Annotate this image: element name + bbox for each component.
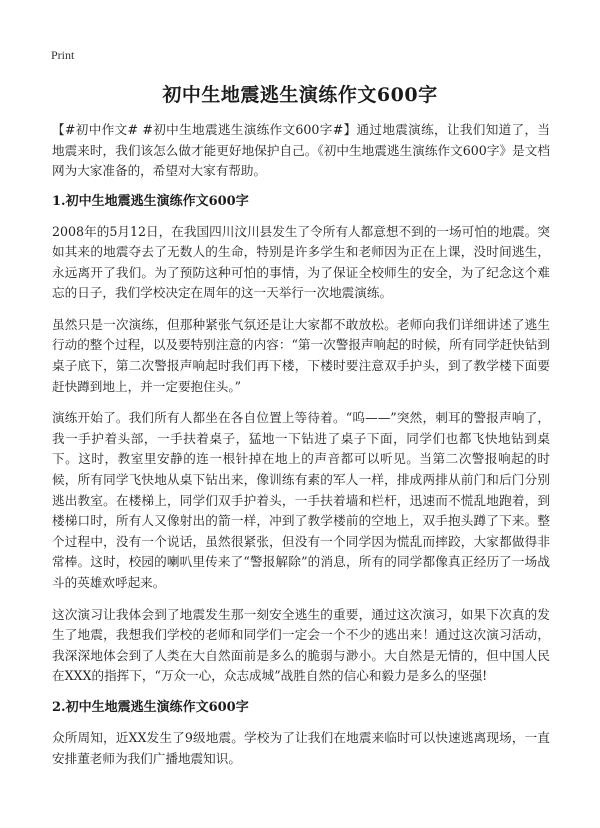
section-heading: 1.初中生地震逃生演练作文600字 <box>52 193 249 209</box>
intro-paragraph: 【#初中作文# #初中生地震逃生演练作文600字#】通过地震演练，让我们知道了，当地震来时，我们该怎么做才能更好地保护自己。《初中生地震逃生演练作文600字》是文档网为大家准备的，希望对大家有帮助。 <box>52 122 550 178</box>
paragraph: 虽然只是一次演练，但那种紧张气氛还是让大家都不敢放松。老师向我们详细讲述了逃生行动的整个过程，以及要特别注意的内容：“第一次警报声响起的时候，所有同学赶快钻到桌子底下，第二次警报声响起时我们再下楼，下楼时要注意双手护头，到了教学楼下面要赶快蹲到地上，并一定要抱住头。” <box>52 316 550 394</box>
paragraph: 2008年的5月12日，在我国四川汶川县发生了令所有人都意想不到的一场可怕的地震。突如其来的地震夺去了无数人的生命，特别是许多学生和老师因为正在上课，没时间逃生，永远离开了我们。为了预防这种可怕的事情，为了保证全校师生的安全，为了纪念这个难忘的日子，我们学校决定在周年的这一天举行一次地震演练。 <box>52 223 550 301</box>
paragraph: 众所周知，近XX发生了9级地震。学校为了让我们在地震来临时可以快速逃离现场，一直安排董老师为我们广播地震知识。 <box>52 729 550 766</box>
section-2 <box>52 698 550 769</box>
document-body <box>52 120 550 780</box>
print-label: Print <box>51 48 75 62</box>
section-1 <box>52 192 550 687</box>
paragraph: 演练开始了。我们所有人都坐在各自位置上等待着。“呜——”突然，刺耳的警报声响了，我一手护着头部，一手扶着桌子，猛地一下钻进了桌子下面，同学们也都飞快地钻到桌下。这时，教室里安静的连一根针掉在地上的声音都可以听见。当第二次警报响起的时候，所有同学飞快地从桌下钻出来，像训练有素的军人一样，排成两排从前门和后门分别逃出教室。在楼梯上，同学们双手护着头，一手扶着墙和栏杆，迅速而不慌乱地跑着，到楼梯口时，所有人又像射出的箭一样，冲到了教学楼前的空地上，双手抱头蹲了下来。整个过程中，没有一个说话，虽然很紧张，但没有一个同学因为慌乱而摔跤，大家都做得非常棒。这时，校园的喇叭里传来了“警报解除”的消息，所有的同学都像真正经历了一场战斗的英雄欢呼起来。 <box>52 410 550 590</box>
document-title: 初中生地震逃生演练作文600字 <box>162 84 438 106</box>
section-heading: 2.初中生地震逃生演练作文600字 <box>52 699 249 715</box>
paragraph: 这次演习让我体会到了地震发生那一刻安全逃生的重要，通过这次演习，如果下次真的发生了地震，我想我们学校的老师和同学们一定会一个不少的逃出来！通过这次演习活动，我深深地体会到了人类在大自然面前是多么的脆弱与渺小。大自然是无情的，但中国人民在XXX的指挥下，“万众一心，众志成城”战胜自然的信心和毅力是多么的坚强! <box>52 606 550 684</box>
